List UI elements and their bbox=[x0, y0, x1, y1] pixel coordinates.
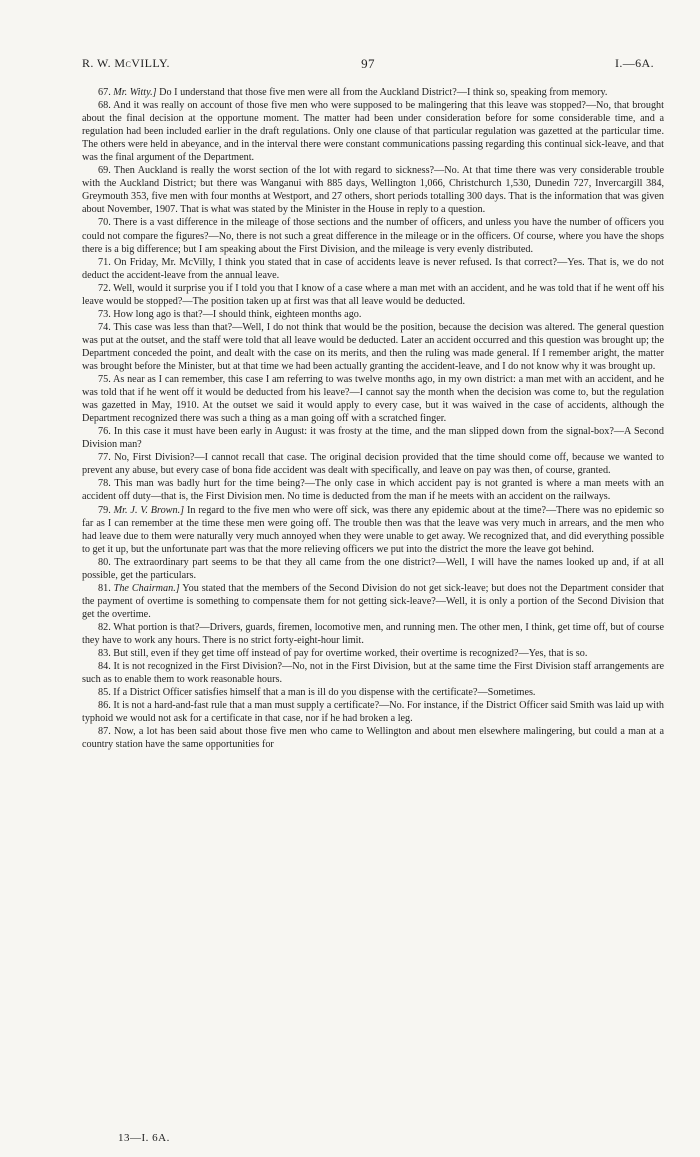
question-paragraph bbox=[82, 477, 664, 503]
question-paragraph bbox=[82, 686, 664, 699]
question-paragraph bbox=[82, 621, 664, 647]
question-paragraph bbox=[82, 256, 664, 282]
question-text: If a District Officer satisfies himself that a man is ill do you dispense with the certificate?—Sometimes. bbox=[110, 687, 536, 699]
question-paragraph bbox=[82, 86, 664, 99]
question-number: 87. bbox=[98, 726, 111, 738]
question-paragraph bbox=[82, 216, 664, 255]
question-number: 77. bbox=[98, 452, 111, 464]
question-number: 79. bbox=[98, 504, 111, 516]
question-text: It is not recognized in the First Division?—No, not in the First Division, but at the same time the First Division staff arrangements are such as to enable them to work reasonable hours. bbox=[82, 661, 664, 686]
question-number: 72. bbox=[98, 282, 111, 294]
question-number: 82. bbox=[98, 621, 111, 633]
question-number: 68. bbox=[98, 100, 111, 112]
question-number: 67. bbox=[98, 87, 111, 98]
question-number: 84. bbox=[98, 661, 111, 673]
question-paragraph bbox=[82, 282, 664, 308]
question-number: 85. bbox=[98, 687, 111, 699]
question-paragraph bbox=[82, 504, 664, 556]
question-text: Do I understand that those five men were all from the Auckland District?—I think so, speaking from memory. bbox=[156, 87, 608, 98]
question-number: 75. bbox=[98, 374, 111, 386]
question-paragraph bbox=[82, 425, 664, 451]
question-text: This case was less than that?—Well, I do not think that would be the position, because the decision was altered. The general question was put at the outset, and the staff were told that all leave would be deducted. Later an accident occurred and this question was brought up; the Department conceded the point, and dealt with the case on its merits, and then the ruling was made general. If I remember aright, the matter was brought before the Minister, but at that time we had been actually granting the accident-leave, and I do not know why it was brought up. bbox=[82, 321, 664, 372]
question-text: There is a vast difference in the mileage of those sections and the number of officers, and unless you have the number of officers you could not compare the figures?—No, there is not such a great difference in the mileage or in the officers. Of course, where you have the shops there is a big difference; but I am speaking about the First Division, and the mileage is very evenly distributed. bbox=[82, 217, 664, 255]
question-text: What portion is that?—Drivers, guards, firemen, locomotive men, and running men. The other men, I think, get time off, but of course they have to work any hours. There is no strict forty-eight-hour limit. bbox=[82, 621, 664, 646]
question-paragraph bbox=[82, 660, 664, 686]
speaker-label: The Chairman.] bbox=[113, 582, 180, 594]
question-text: And it was really on account of those five men who were supposed to be malingering that this leave was stopped?—No, that brought about the final decision at the opportune moment. The matter had been under consideration before for some considerable time, and a regulation had been included earlier in the draft regulations. Only one clause of that particular regulation was gazetted at the particular time. The others were held in abeyance, and in the interval there were constant communications passing regarding this continual sick-leave, and that was the final argument of the Department. bbox=[82, 100, 664, 164]
question-number: 86. bbox=[98, 700, 111, 712]
question-text: As near as I can remember, this case I am referring to was twelve months ago, in my own district: a man met with an accident, and he was told that if he went off it would be deducted from his leave?—I cannot say the month when the decision was come to, but the regulation was gazetted in May, 1910. At the outset we said it would apply to every case, but it was waived in the case of accidents, although the Department recognized there was such a thing as a man going off with a scratched finger. bbox=[82, 374, 664, 425]
header-witness-name: R. W. McVILLY. bbox=[82, 56, 170, 70]
question-text: It is not a hard-and-fast rule that a man must supply a certificate?—No. For instance, if the District Officer said Smith was laid up with typhoid we would not ask for a certificate in that case, nor if he had broken a leg. bbox=[82, 700, 664, 725]
page-header bbox=[82, 56, 654, 74]
question-text: On Friday, Mr. McVilly, I think you stated that in case of accidents leave is never refused. Is that correct?—Yes. That is, we do not deduct the accident-leave from the annual leave. bbox=[82, 256, 664, 281]
page-number: 97 bbox=[361, 56, 375, 71]
question-number: 80. bbox=[98, 556, 111, 568]
speaker-label: Mr. J. V. Brown.] bbox=[113, 504, 185, 516]
question-number: 70. bbox=[98, 217, 111, 229]
question-number: 71. bbox=[98, 256, 111, 268]
question-paragraph bbox=[82, 321, 664, 373]
question-number: 81. bbox=[98, 582, 111, 594]
question-number: 73. bbox=[98, 308, 111, 320]
question-paragraph bbox=[82, 556, 664, 582]
question-number: 74. bbox=[98, 321, 111, 333]
question-paragraph bbox=[82, 647, 664, 660]
question-text: How long ago is that?—I should think, eighteen months ago. bbox=[110, 308, 362, 320]
question-paragraph bbox=[82, 725, 664, 751]
question-paragraph bbox=[82, 99, 664, 164]
question-paragraph bbox=[82, 308, 664, 321]
question-paragraph bbox=[82, 164, 664, 216]
question-number: 69. bbox=[98, 165, 111, 177]
question-text: Then Auckland is really the worst section of the lot with regard to sickness?—No. At that time there was very considerable trouble with the Auckland District; but there was Wanganui with 885 days, Wellington 1,066, Christchurch 1,530, Dunedin 727, Invercargill 384, Greymouth 353, five men with four months at Westport, and 27 others, short periods totalling 300 days. That is the information that was given about November, 1907. That is what was stated by the Minister in the House in reply to a question. bbox=[82, 165, 664, 216]
question-text: Well, would it surprise you if I told you that I know of a case where a man met with an accident, and he was told that if he went off his leave would be stopped?—The position taken up at first was that all leave would be deducted. bbox=[82, 282, 664, 307]
question-text: But still, even if they get time off instead of pay for overtime worked, their overtime is recognized?—Yes, that is so. bbox=[110, 648, 588, 660]
question-number: 76. bbox=[98, 426, 111, 438]
question-number: 83. bbox=[98, 648, 111, 660]
question-text: Now, a lot has been said about those five men who came to Wellington and about men elsewhere malingering, but could a man at a country station have the same opportunities for bbox=[82, 726, 664, 751]
question-number: 78. bbox=[98, 478, 111, 490]
testimony-body bbox=[82, 86, 664, 751]
question-paragraph bbox=[82, 699, 664, 725]
question-text: In regard to the five men who were off sick, was there any epidemic about at the time?—There was no epidemic so far as I can remember at the time these men were going off. The trouble then was that the leave was very much in arrears, and the men who had leave due to them were naturally very much annoyed when they were unable to get away. We recognized that, and did everything possible to get it up, but the unfortunate part was that the more relieving officers we put into the district the more the leave got behind. bbox=[82, 504, 664, 555]
speaker-label: Mr. Witty.] bbox=[113, 87, 157, 98]
page-footer-signature: 13—I. 6A. bbox=[118, 1132, 170, 1144]
question-text: In this case it must have been early in August: it was frosty at the time, and the man slipped down from the signal-box?—A Second Division man? bbox=[82, 426, 664, 451]
document-reference: I.—6A. bbox=[614, 56, 654, 70]
question-paragraph bbox=[82, 373, 664, 425]
question-text: The extraordinary part seems to be that they all came from the one district?—Well, I will have the names looked up and, if at all possible, get the particulars. bbox=[82, 556, 664, 581]
question-text: No, First Division?—I cannot recall that case. The original decision provided that the time should come off, because we wanted to prevent any abuse, but every case of bona fide accident was dealt with specifically, and leave on pay was then, of course, granted. bbox=[82, 452, 664, 477]
question-text: This man was badly hurt for the time being?—The only case in which accident pay is not granted is where a man meets with an accident off duty—that is, the First Division men. No time is deducted from the man if he meets with an accident on the railways. bbox=[82, 478, 664, 503]
question-text: You stated that the members of the Second Division do not get sick-leave; but does not the Department consider that the payment of overtime is something to compensate them for not getting sick-leave?—Well, it is only a portion of the Second Division that get the overtime. bbox=[82, 582, 665, 620]
question-paragraph bbox=[82, 451, 664, 477]
question-paragraph bbox=[82, 582, 664, 621]
